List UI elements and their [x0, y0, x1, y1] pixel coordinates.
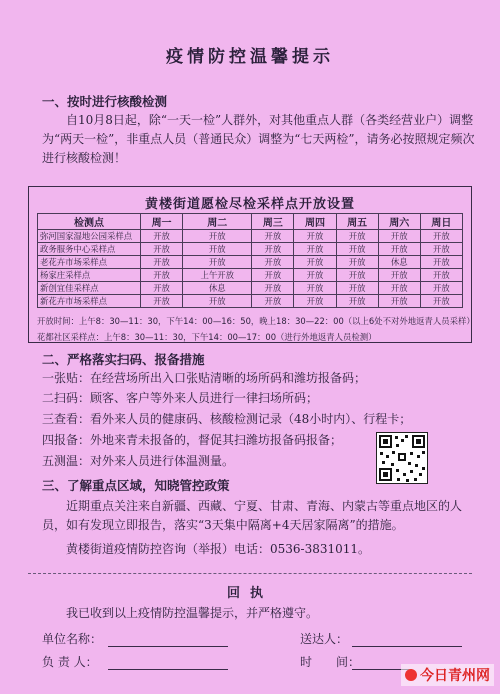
list-item: 四报备：外地来青未报备的，督促其扫潍坊报备码报备； [42, 433, 343, 447]
table-cell: 老花卉市场采样点 [38, 256, 141, 269]
schedule-box [28, 186, 475, 343]
col-header: 周五 [336, 214, 378, 230]
page-title: 疫情防控温馨提示 [166, 47, 334, 67]
unit-name-line [108, 646, 228, 647]
col-header: 检测点 [38, 214, 141, 230]
table-cell: 开放 [336, 269, 378, 282]
site-logo-icon [405, 669, 417, 681]
table-cell: 开放 [294, 230, 336, 243]
table-cell: 开放 [336, 230, 378, 243]
table-cell: 开放 [183, 243, 252, 256]
table-cell: 开放 [294, 295, 336, 308]
list-item: 一张贴：在经营场所出入口张贴清晰的场所码和潍坊报备码； [42, 371, 367, 385]
col-header: 周二 [183, 214, 252, 230]
table-cell: 开放 [420, 256, 462, 269]
table-cell: 开放 [420, 269, 462, 282]
owner-line [108, 669, 228, 670]
table-cell: 杨家庄采样点 [38, 269, 141, 282]
list-item: 三查看：看外来人员的健康码、核酸检测记录（48小时内）、行程卡； [42, 412, 412, 426]
col-header: 周三 [252, 214, 294, 230]
table-cell: 开放 [141, 282, 183, 295]
table-cell: 开放 [378, 230, 420, 243]
schedule-header-row [38, 214, 463, 230]
table-cell: 开放 [141, 256, 183, 269]
sender-label: 送达人： [300, 632, 349, 646]
table-cell: 开放 [141, 269, 183, 282]
table-cell: 开放 [336, 243, 378, 256]
table-cell: 开放 [420, 282, 462, 295]
table-cell: 开放 [420, 295, 462, 308]
section3-heading: 三、了解重点区域，知晓管控政策 [42, 478, 230, 493]
table-cell: 开放 [141, 230, 183, 243]
receipt-title: 回执 [226, 586, 273, 601]
table-cell: 开放 [378, 269, 420, 282]
table-cell: 休息 [378, 256, 420, 269]
table-row [38, 295, 463, 308]
table-row [38, 256, 463, 269]
table-cell: 开放 [252, 243, 294, 256]
table-cell: 开放 [294, 243, 336, 256]
table-cell: 开放 [378, 243, 420, 256]
receipt-statement: 我已收到以上疫情防控温馨提示，并严格遵守。 [66, 606, 319, 620]
section2-heading: 二、严格落实扫码、报备措施 [42, 352, 205, 367]
table-row [38, 230, 463, 243]
cut-line [28, 573, 472, 574]
table-cell: 开放 [252, 295, 294, 308]
table-cell: 开放 [183, 230, 252, 243]
table-cell: 开放 [294, 256, 336, 269]
table-cell: 开放 [420, 243, 462, 256]
table-cell: 上午开放 [183, 269, 252, 282]
table-cell: 开放 [252, 256, 294, 269]
col-header: 周日 [420, 214, 462, 230]
table-cell: 开放 [294, 269, 336, 282]
table-cell: 开放 [336, 295, 378, 308]
table-row [38, 269, 463, 282]
watermark [401, 664, 494, 686]
table-cell: 开放 [141, 243, 183, 256]
table-cell: 开放 [183, 295, 252, 308]
section3-body: 近期重点关注来自新疆、西藏、宁夏、甘肃、青海、内蒙古等重点地区的人员，如有发现立即报告，落实“3天集中隔离+4天居家隔离”的措施。 [42, 499, 463, 532]
watermark-text: 今日青州网 [420, 668, 490, 684]
qr-code [376, 432, 428, 484]
table-cell: 开放 [378, 295, 420, 308]
owner-label: 负 责 人： [42, 655, 98, 669]
section1-heading: 一、按时进行核酸检测 [42, 94, 168, 109]
table-row [38, 282, 463, 295]
unit-name-label: 单位名称： [42, 632, 103, 646]
col-header: 周一 [141, 214, 183, 230]
table-cell: 新创宜佳采样点 [38, 282, 141, 295]
list-item: 五测温：对外来人员进行体温测量。 [42, 454, 235, 468]
table-cell: 开放 [336, 256, 378, 269]
contact-line: 黄楼街道疫情防控咨询（举报）电话：0536-3831011。 [66, 542, 371, 556]
table-row [38, 243, 463, 256]
table-cell: 开放 [183, 256, 252, 269]
table-cell: 休息 [183, 282, 252, 295]
table-cell: 开放 [252, 230, 294, 243]
table-cell: 开放 [252, 269, 294, 282]
table-cell: 开放 [252, 282, 294, 295]
col-header: 周六 [378, 214, 420, 230]
table-cell: 开放 [336, 282, 378, 295]
table-cell: 开放 [378, 282, 420, 295]
sender-line [352, 646, 462, 647]
time-label: 时 间： [300, 655, 361, 669]
section1-body: 自10月8日起，除“一天一检”人群外，对其他重点人群（各类经营业户）调整为“两天一检”，非重点人员（普通民众）调整为“七天两检”，请务必按照规定频次进行核酸检测！ [42, 113, 475, 165]
col-header: 周四 [294, 214, 336, 230]
table-cell: 开放 [141, 295, 183, 308]
table-cell: 政务服务中心采样点 [38, 243, 141, 256]
schedule-table [37, 213, 463, 308]
table-cell: 开放 [420, 230, 462, 243]
schedule-hours-note: 开放时间：上午8：30—11：30，下午14：00—16：50，晚上18：30—22：00（以上6处不对外地返青人员采样） [37, 316, 475, 326]
schedule-title: 黄楼街道愿检尽检采样点开放设置 [144, 197, 355, 212]
list-item: 二扫码：顾客、客户等外来人员进行一律扫场所码； [42, 391, 319, 405]
table-cell: 弥河国家湿地公园采样点 [38, 230, 141, 243]
table-cell: 开放 [294, 282, 336, 295]
schedule-huadu-note: 花都社区采样点：上午8：30—11：30，下午14：00—17：00（进行外地返青人员检测） [37, 332, 377, 342]
table-cell: 新花卉市场采样点 [38, 295, 141, 308]
